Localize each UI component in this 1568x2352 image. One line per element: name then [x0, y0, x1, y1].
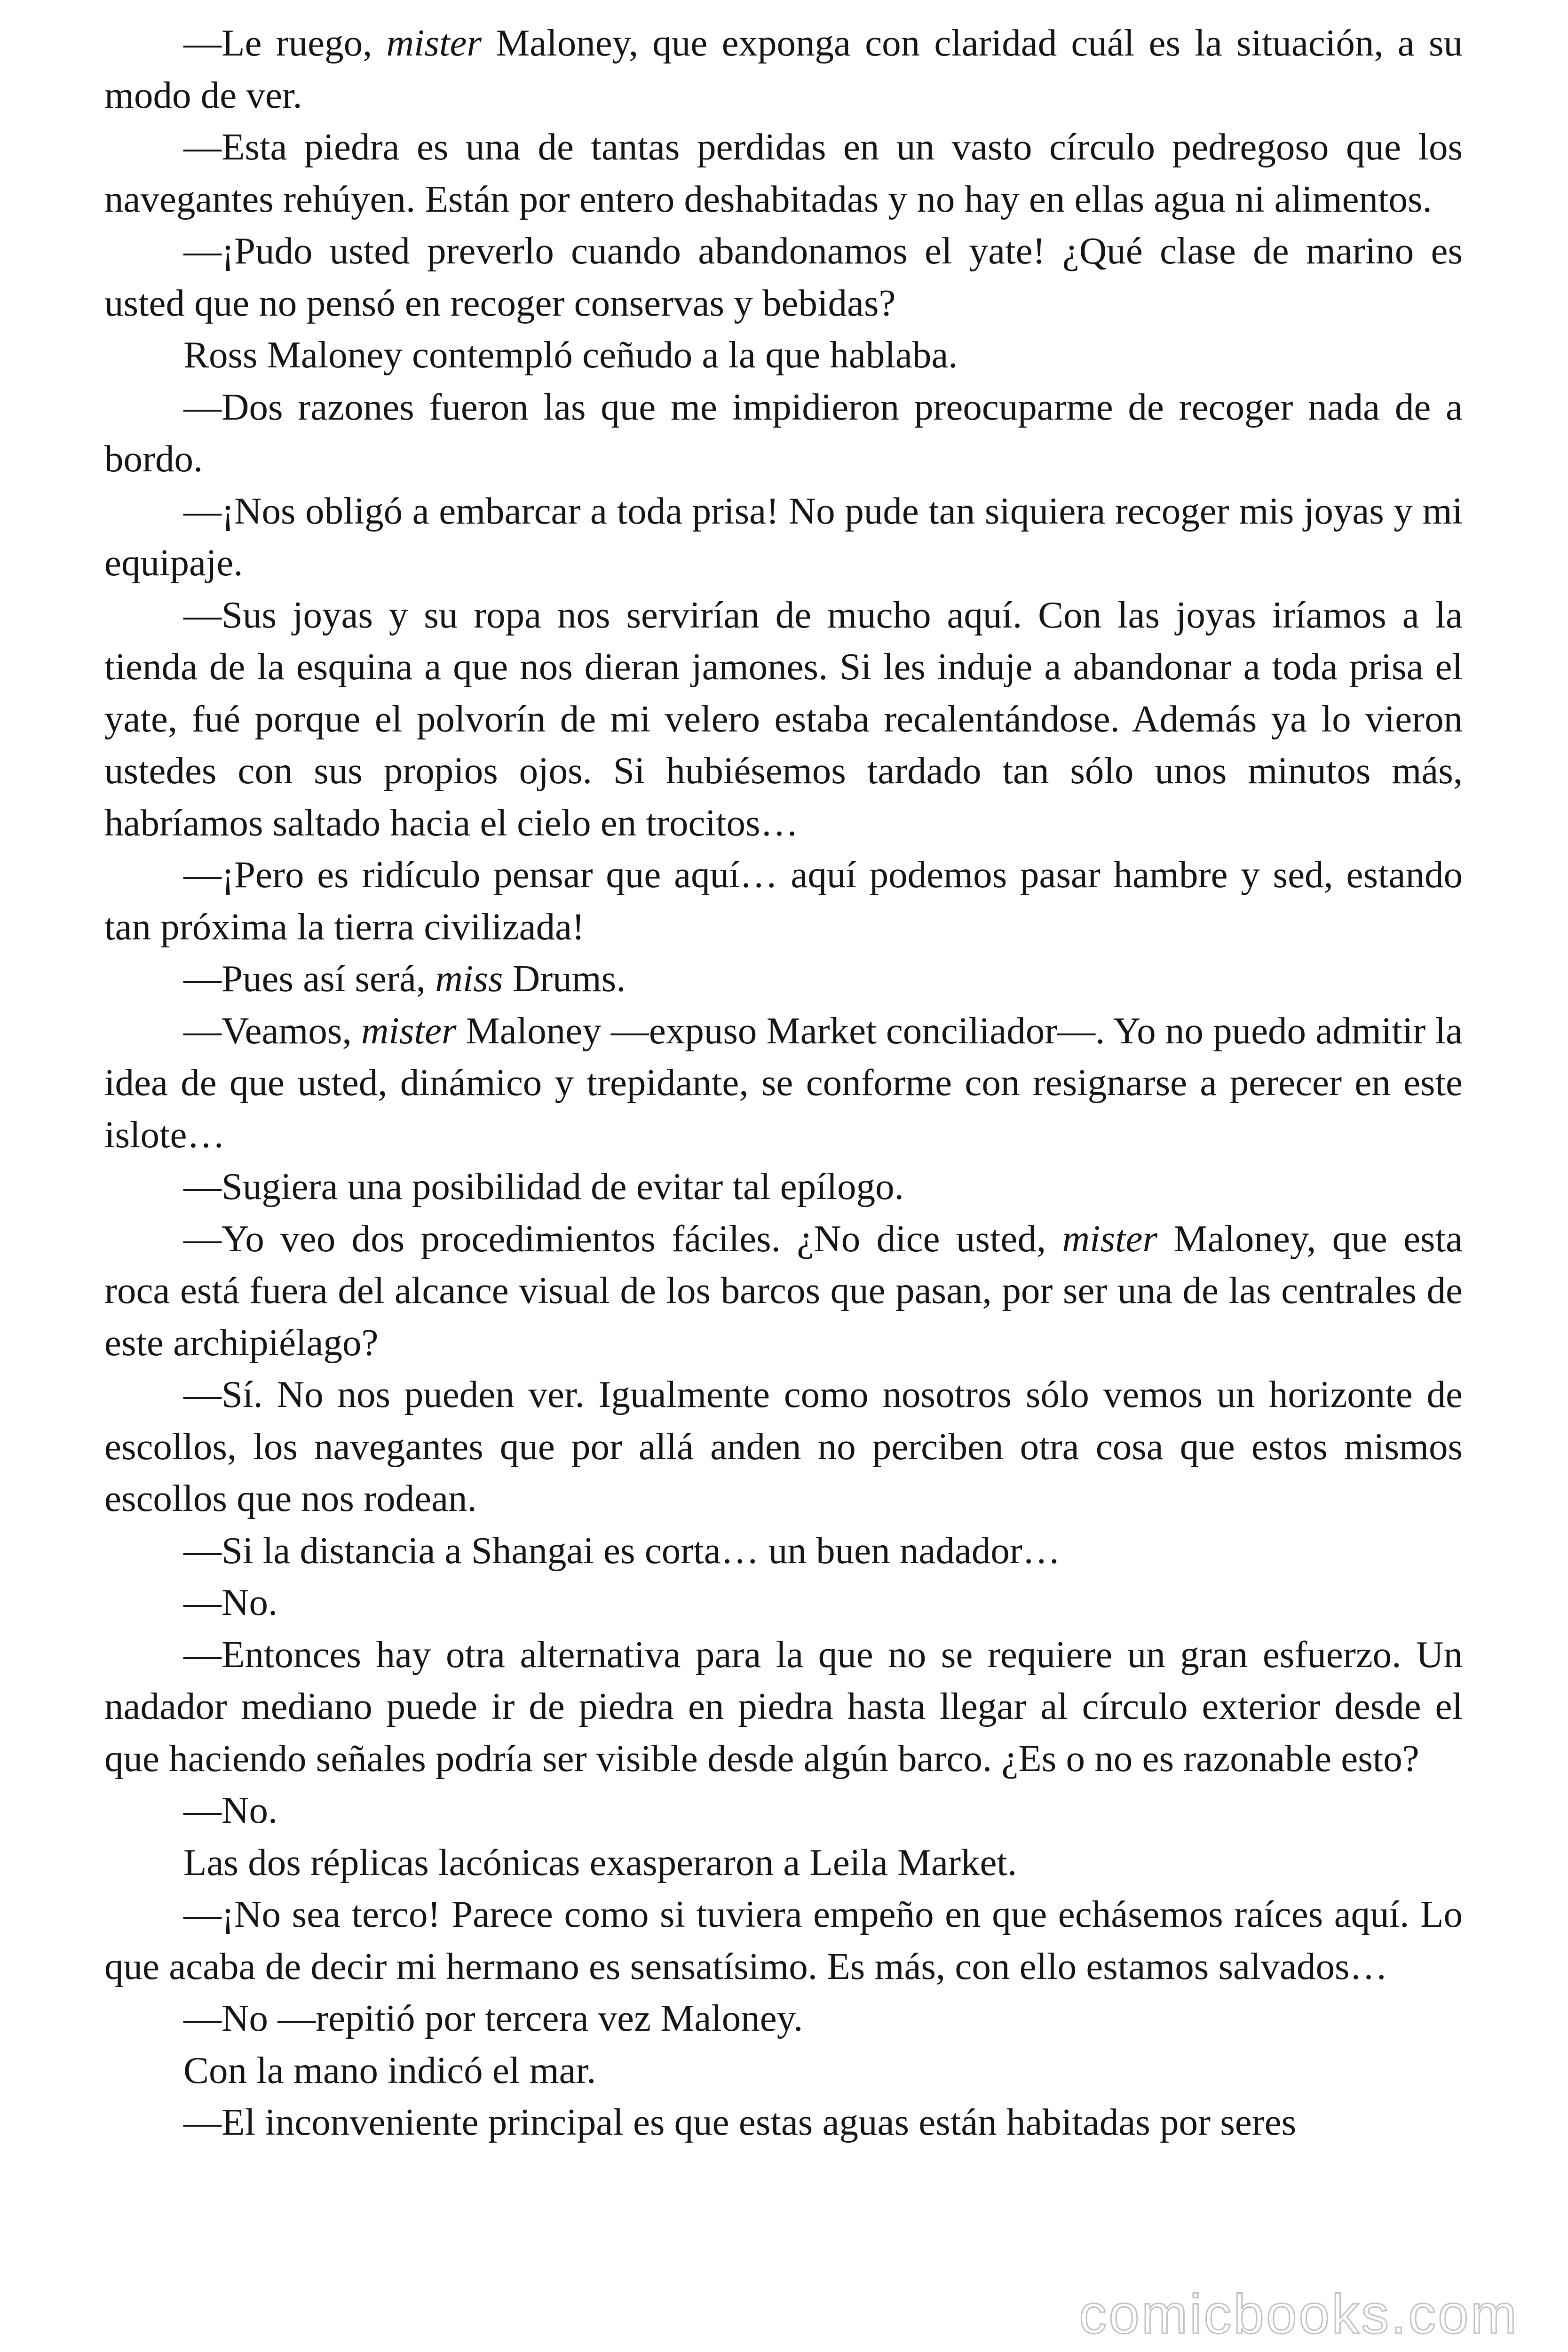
paragraph: [104, 1160, 1463, 1213]
text-run: —Sí. No nos pueden ver. Igualmente como nosotros sólo vemos un horizonte de escollos, los navegantes que por allá anden no perciben otra cosa que estos mismos escollos que nos rodean.: [104, 1373, 1463, 1519]
text-run: —¡Pudo usted preverlo cuando abandonamos el yate! ¿Qué clase de marino es usted que no pensó en recoger conservas y bebidas?: [104, 230, 1463, 324]
text-run: —¡Pero es ridículo pensar que aquí… aquí podemos pasar hambre y sed, estando tan próxima la tierra civilizada!: [104, 853, 1463, 948]
text-run: Maloney, que esta roca está fuera del alcance visual de los barcos que pasan, por ser una de las centrales de este archipiélago?: [104, 1217, 1463, 1364]
text-run: Maloney, que exponga con claridad cuál es la situación, a su modo de ver.: [104, 22, 1463, 116]
paragraph: [104, 1836, 1463, 1889]
paragraph: [104, 1784, 1463, 1836]
text-run: Con la mano indicó el mar.: [183, 2049, 596, 2091]
paragraph: [104, 329, 1463, 381]
text-run: —Esta piedra es una de tantas perdidas en un vasto círculo pedregoso que los navegantes rehúyen. Están por entero deshabitadas y no hay en ellas agua ni alimentos.: [104, 126, 1463, 220]
text-run: Ross Maloney contempló ceñudo a la que hablaba.: [183, 334, 958, 376]
paragraph: [104, 1629, 1463, 1785]
paragraph: [104, 2044, 1463, 2097]
paragraph: [104, 485, 1463, 589]
paragraph: [104, 2096, 1463, 2148]
text-run: —Veamos,: [183, 1009, 361, 1052]
italic-run: mister: [361, 1009, 457, 1052]
text-run: —No.: [183, 1581, 278, 1623]
paragraph: [104, 225, 1463, 329]
text-run: —¡Nos obligó a embarcar a toda prisa! No pude tan siquiera recoger mis joyas y mi equipaje.: [104, 489, 1463, 584]
text-run: Las dos réplicas lacónicas exasperaron a Leila Market.: [183, 1841, 1017, 1883]
text-run: —Dos razones fueron las que me impidieron preocuparme de recoger nada de a bordo.: [104, 385, 1463, 480]
text-run: Maloney —expuso Market conciliador—. Yo no puedo admitir la idea de que usted, dinámico y trepidante, se conforme con resignarse a perecer en este islote…: [104, 1009, 1463, 1156]
body-text: [104, 17, 1463, 2148]
paragraph: [104, 1368, 1463, 1525]
text-run: —Sus joyas y su ropa nos servirían de mucho aquí. Con las joyas iríamos a la tienda de la esquina a que nos dieran jamones. Si les induje a abandonar a toda prisa el yate, fué porque el polvorín de mi velero estaba recalentándose. Además ya lo vieron ustedes con sus propios ojos. Si hubiésemos tardado tan sólo unos minutos más, habríamos saltado hacia el cielo en trocitos…: [104, 593, 1463, 844]
text-run: —Le ruego,: [183, 22, 387, 64]
paragraph: [104, 953, 1463, 1005]
paragraph: [104, 589, 1463, 849]
text-run: —No —repitió por tercera vez Maloney.: [183, 1997, 803, 2039]
italic-run: mister: [386, 22, 482, 64]
text-run: —No.: [183, 1789, 278, 1831]
text-run: —Sugiera una posibilidad de evitar tal epílogo.: [183, 1165, 904, 1208]
paragraph: [104, 1888, 1463, 1992]
paragraph: [104, 849, 1463, 953]
italic-run: miss: [435, 957, 503, 1000]
text-run: —El inconveniente principal es que estas aguas están habitadas por seres: [183, 2101, 1297, 2143]
paragraph: [104, 1005, 1463, 1161]
paragraph: [104, 1576, 1463, 1629]
text-run: —Entonces hay otra alternativa para la que no se requiere un gran esfuerzo. Un nadador mediano puede ir de piedra en piedra hasta llegar al círculo exterior desde el que haciendo señales podría ser visible desde algún barco. ¿Es o no es razonable esto?: [104, 1633, 1463, 1780]
paragraph: [104, 1525, 1463, 1577]
text-run: Drums.: [503, 957, 626, 1000]
paragraph: [104, 17, 1463, 121]
site-watermark: comicbooks.com: [1079, 2283, 1519, 2345]
text-run: —Pues así será,: [183, 957, 436, 1000]
text-run: —Yo veo dos procedimientos fáciles. ¿No dice usted,: [183, 1217, 1062, 1260]
text-run: —¡No sea terco! Parece como si tuviera empeño en que echásemos raíces aquí. Lo que acaba de decir mi hermano es sensatísimo. Es más, con ello estamos salvados…: [104, 1893, 1463, 1987]
paragraph: [104, 1992, 1463, 2044]
text-run: —Si la distancia a Shangai es corta… un buen nadador…: [183, 1529, 1061, 1572]
paragraph: [104, 1213, 1463, 1369]
paragraph: [104, 121, 1463, 225]
paragraph: [104, 381, 1463, 485]
italic-run: mister: [1062, 1217, 1158, 1260]
